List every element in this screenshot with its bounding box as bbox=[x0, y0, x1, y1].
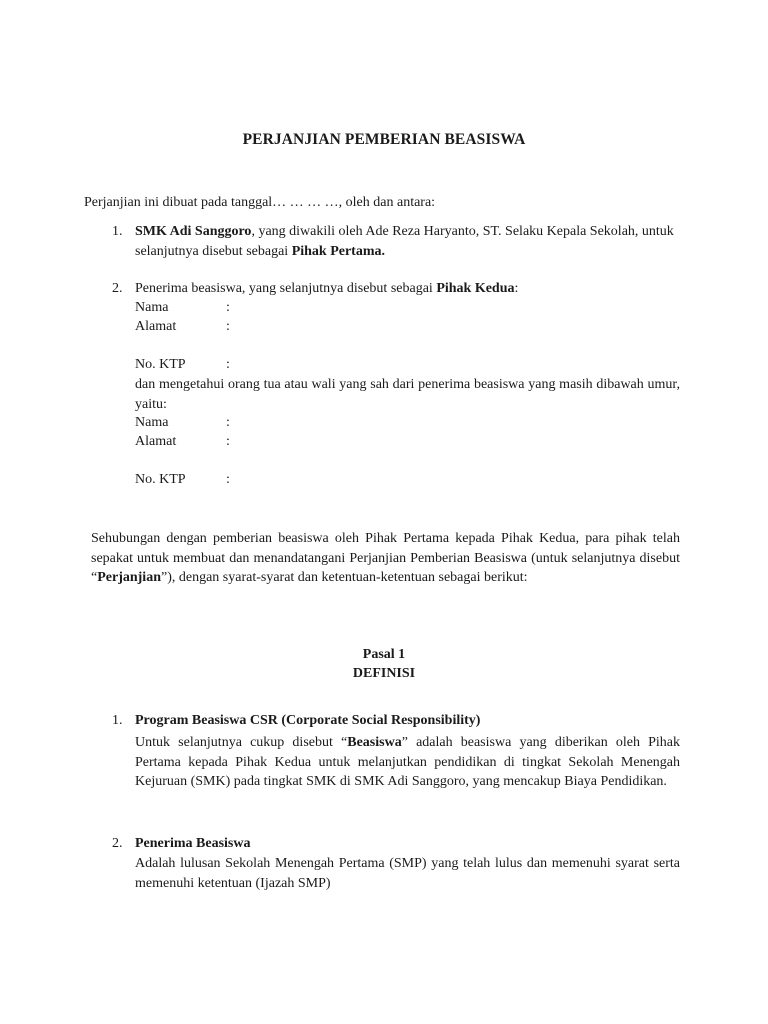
field-colon: : bbox=[226, 472, 230, 487]
definition-text bbox=[135, 733, 680, 792]
field-colon: : bbox=[226, 319, 230, 334]
definition-text-2: ” adalah beasiswa yang diberikan oleh Pihak Pertama kepada Pihak Kedua untuk melanjutkan pendidikan di tingkat Sekolah Menengah Kejuruan (SMK) pada tingkat SMK di SMK Adi Sanggoro, yang mencakup Biaya Pendidikan. bbox=[135, 735, 680, 789]
field-colon: : bbox=[226, 415, 230, 430]
guardian-label-nama: Nama bbox=[135, 415, 169, 430]
party2-number: 2. bbox=[112, 281, 123, 296]
party1-text: , yang diwakili oleh Ade Reza Haryanto, ST. Selaku Kepala Sekolah, untuk selanjutnya disebut sebagai bbox=[135, 224, 674, 259]
field-colon: : bbox=[226, 300, 230, 315]
guardian-text: dan mengetahui orang tua atau wali yang sah dari penerima beasiswa yang masih dibawah umur, yaitu: bbox=[135, 377, 680, 412]
party1-number: 1. bbox=[112, 224, 123, 239]
agreement-text-1: Sehubungan dengan pemberian beasiswa oleh Pihak Pertama kepada Pihak Kedua, para pihak telah sepakat untuk membuat dan menandatangani Perjanjian Pemberian Beasiswa (untuk selanjutnya disebut “ bbox=[91, 531, 680, 585]
party2-role: Pihak Kedua bbox=[436, 281, 515, 296]
party2-text: Penerima beasiswa, yang selanjutnya disebut sebagai bbox=[135, 281, 437, 296]
guardian-label-alamat: Alamat bbox=[135, 434, 177, 449]
field-colon: : bbox=[226, 357, 230, 372]
field-label-alamat: Alamat bbox=[135, 319, 177, 334]
agreement-bold: Perjanjian bbox=[97, 570, 161, 585]
intro-text: Perjanjian ini dibuat pada tanggal… … … …, oleh dan antara: bbox=[84, 195, 436, 210]
party1-description bbox=[135, 222, 680, 261]
field-colon: : bbox=[226, 434, 230, 449]
party2-suffix: : bbox=[514, 281, 519, 296]
definition-number: 1. bbox=[112, 713, 123, 728]
definition-bold: Beasiswa bbox=[347, 735, 402, 750]
definition-text-1: Untuk selanjutnya cukup disebut “ bbox=[135, 735, 348, 750]
guardian-label-ktp: No. KTP bbox=[135, 472, 186, 487]
party1-name: SMK Adi Sanggoro bbox=[135, 224, 252, 239]
agreement-text-2: ”), dengan syarat-syarat dan ketentuan-ketentuan sebagai berikut: bbox=[160, 570, 528, 585]
definition-text: Adalah lulusan Sekolah Menengah Pertama (SMP) yang telah lulus dan memenuhi syarat serta memenuhi ketentuan (Ijazah SMP) bbox=[135, 856, 680, 891]
definition-heading: Program Beasiswa CSR (Corporate Social Responsibility) bbox=[135, 713, 481, 728]
definition-number: 2. bbox=[112, 836, 123, 851]
definition-heading: Penerima Beasiswa bbox=[135, 836, 251, 851]
field-label-ktp: No. KTP bbox=[135, 357, 186, 372]
field-label-nama: Nama bbox=[135, 300, 169, 315]
party1-role: Pihak Pertama. bbox=[291, 243, 386, 259]
agreement-paragraph bbox=[91, 529, 680, 588]
document-title: PERJANJIAN PEMBERIAN BEASISWA bbox=[242, 131, 526, 148]
pasal-heading: DEFINISI bbox=[352, 666, 416, 681]
pasal-number: Pasal 1 bbox=[362, 647, 406, 662]
party2-description bbox=[135, 279, 680, 299]
